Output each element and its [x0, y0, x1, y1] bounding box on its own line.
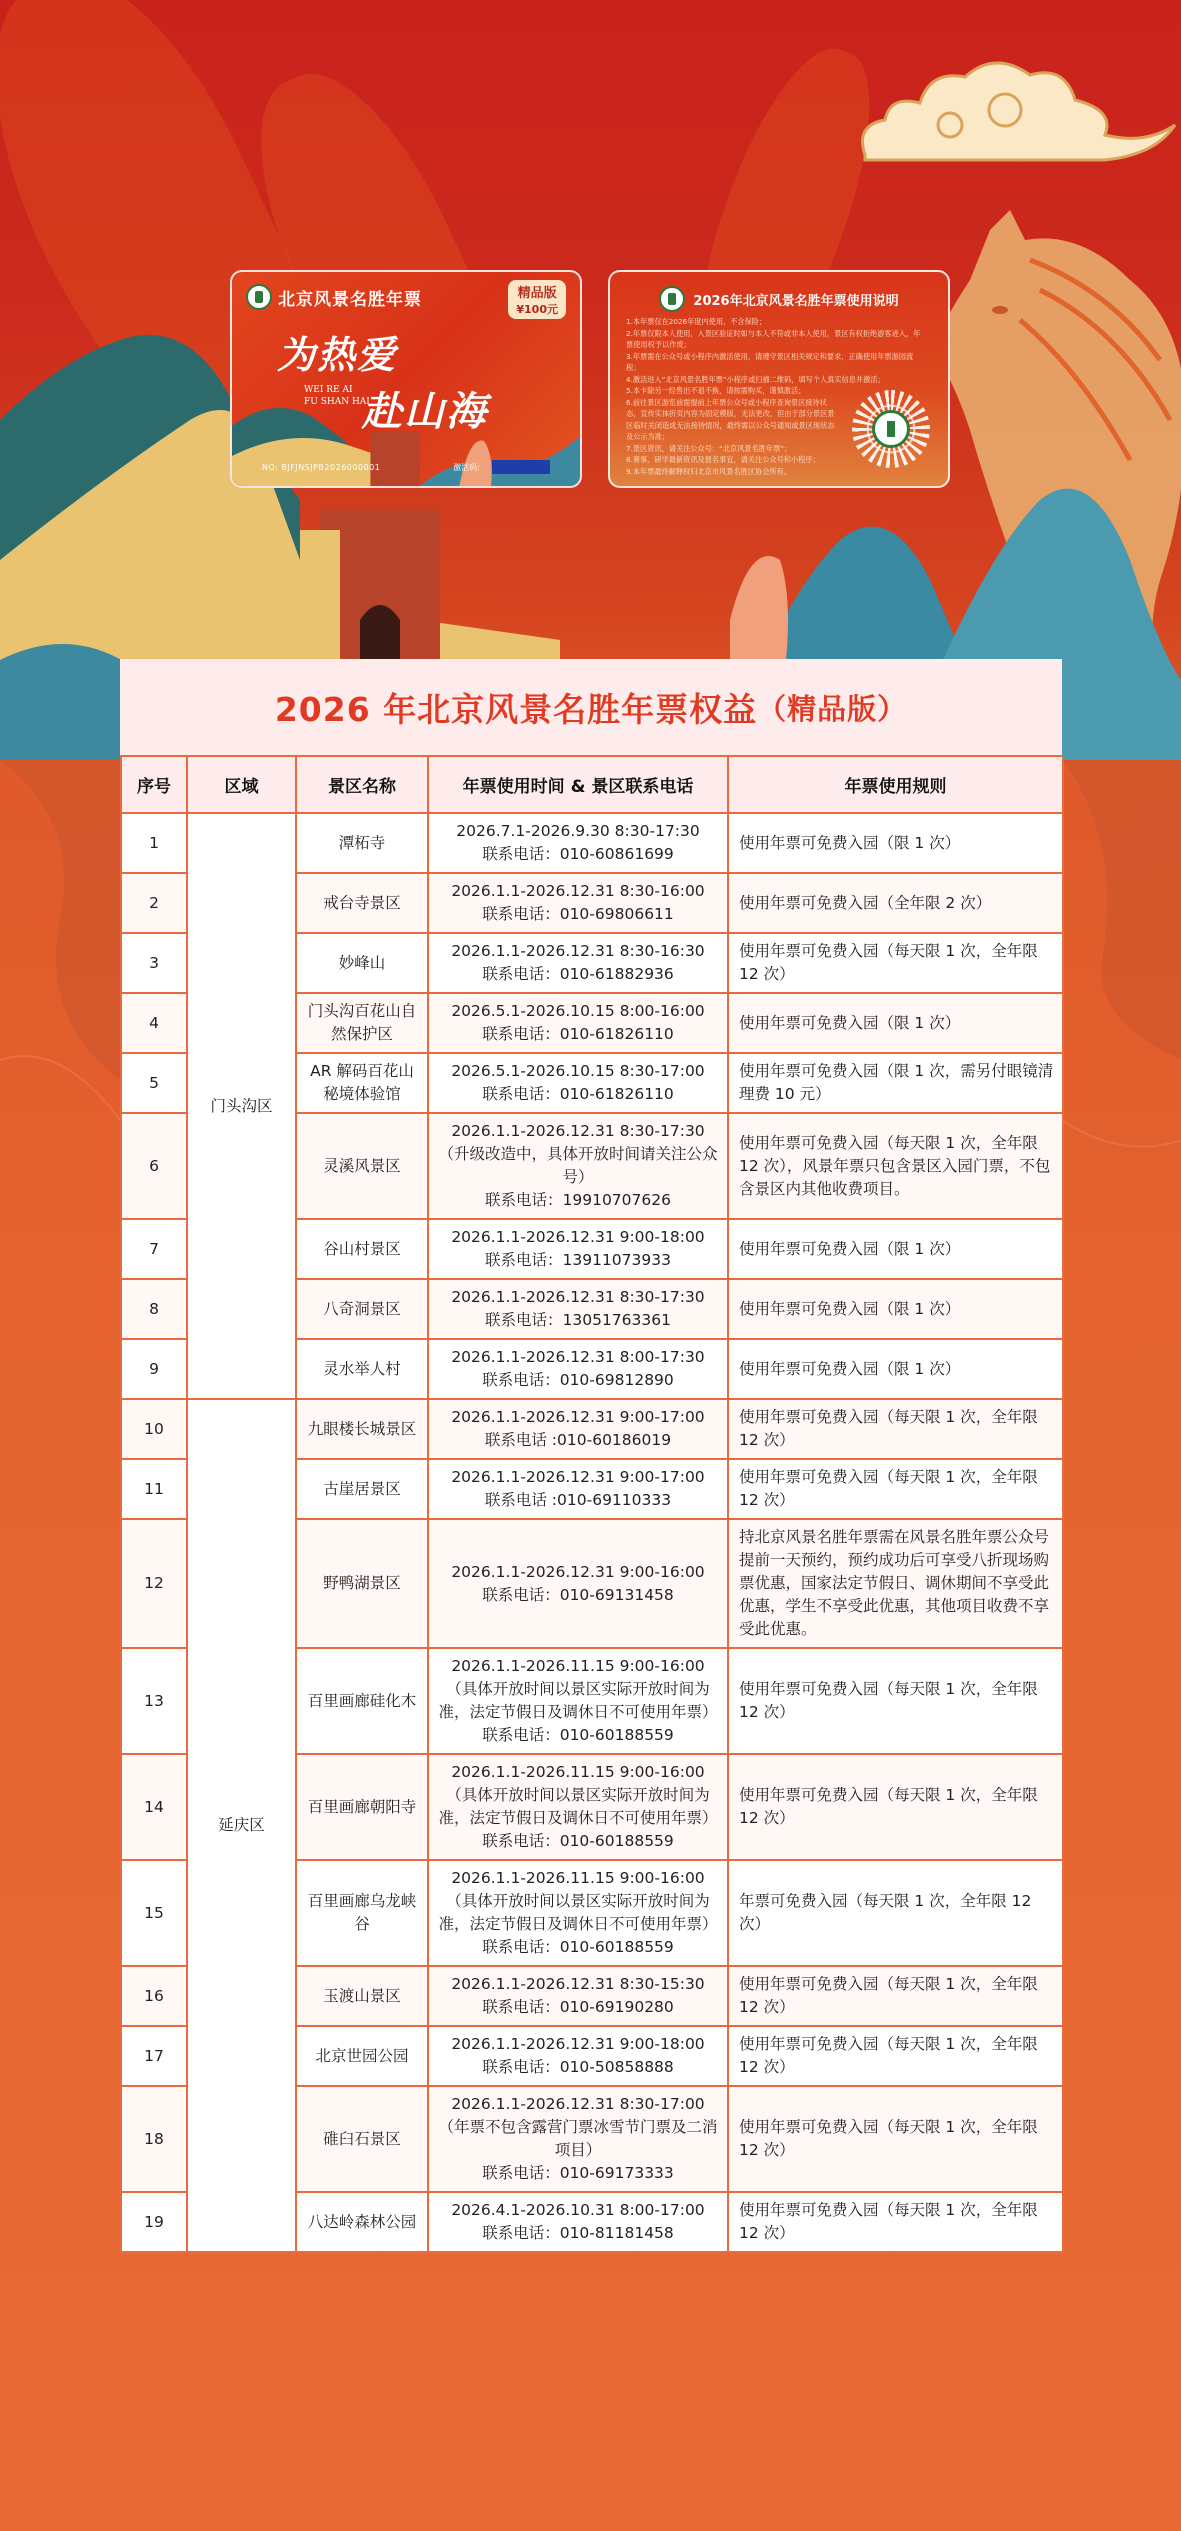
cell-region: 延庆区	[187, 1399, 296, 2252]
cell-scenic-name: 百里画廊朝阳寺	[296, 1754, 428, 1860]
table-row	[121, 813, 1063, 873]
contact-phone: 联系电话：010-60861699	[482, 845, 674, 863]
cell-no: 16	[121, 1966, 187, 2026]
cell-scenic-name: 门头沟百花山自然保护区	[296, 993, 428, 1053]
cell-usage-rule: 使用年票可免费入园（限 1 次）	[728, 813, 1063, 873]
cell-usage-rule: 使用年票可免费入园（限 1 次，需另付眼镜清理费 10 元）	[728, 1053, 1063, 1113]
cell-usage-rule: 使用年票可免费入园（每天限 1 次，全年限 12 次）	[728, 2192, 1063, 2252]
cell-time-phone	[428, 1339, 728, 1399]
contact-phone: 联系电话：13911073933	[485, 1251, 671, 1269]
contact-phone: 联系电话：010-69190280	[482, 1998, 674, 2016]
cell-time-phone	[428, 1860, 728, 1966]
contact-phone: 联系电话：010-81181458	[482, 2224, 674, 2242]
cell-scenic-name: 九眼楼长城景区	[296, 1399, 428, 1459]
open-time: （年票不包含露营门票冰雪节门票及二消项目）	[438, 2118, 718, 2159]
cell-no: 8	[121, 1279, 187, 1339]
cell-time-phone	[428, 2086, 728, 2192]
contact-phone: 联系电话 :010-69110333	[484, 1491, 672, 1509]
cell-no: 6	[121, 1113, 187, 1219]
open-time: 2026.5.1-2026.10.15 8:00-16:00	[451, 1002, 705, 1020]
cell-scenic-name: 八奇洞景区	[296, 1279, 428, 1339]
open-time: 2026.1.1-2026.12.31 9:00-16:00	[451, 1562, 705, 1581]
contact-phone: 联系电话 :010-60186019	[484, 1431, 672, 1449]
cell-time-phone	[428, 1519, 728, 1648]
cell-usage-rule: 年票可免费入园（每天限 1 次，全年限 12 次）	[728, 1860, 1063, 1966]
open-time: 2026.1.1-2026.12.31 9:00-17:00	[451, 1408, 705, 1426]
contact-phone: 联系电话：010-69173333	[482, 2164, 674, 2182]
qr-center-logo-icon	[872, 410, 910, 448]
cell-no: 19	[121, 2192, 187, 2252]
cell-no: 11	[121, 1459, 187, 1519]
open-time: 2026.1.1-2026.12.31 9:00-17:00	[451, 1468, 705, 1486]
cell-no: 4	[121, 993, 187, 1053]
cell-usage-rule: 使用年票可免费入园（限 1 次）	[728, 1219, 1063, 1279]
instruction-item: 5.本卡除另一经售出不退不换，请按需购买，谨慎激活；	[626, 386, 806, 395]
cell-usage-rule: 使用年票可免费入园（限 1 次）	[728, 1339, 1063, 1399]
scenic-association-logo-icon	[246, 284, 272, 310]
contact-phone: 联系电话：010-60188559	[482, 1938, 674, 1956]
edition-price-tag	[508, 280, 566, 319]
cell-time-phone	[428, 2026, 728, 2086]
activation-code-label: 激活码:	[453, 463, 480, 472]
open-time: 2026.1.1-2026.11.15 9:00-16:00	[451, 1763, 705, 1781]
open-time: 2026.1.1-2026.12.31 8:00-17:30	[451, 1348, 705, 1366]
cell-no: 13	[121, 1648, 187, 1754]
contact-phone: 联系电话：13051763361	[485, 1311, 671, 1329]
open-time: （具体开放时间以景区实际开放时间为准，法定节假日及调休日不可使用年票）	[438, 1786, 718, 1827]
benefits-table	[120, 755, 1064, 2253]
contact-phone: 联系电话：010-50858888	[482, 2058, 674, 2076]
open-time: 2026.5.1-2026.10.15 8:30-17:00	[451, 1062, 705, 1080]
cell-usage-rule: 使用年票可免费入园（每天限 1 次，全年限 12 次），风景年票只包含景区入园门票，不包含景区内其他收费项目。	[728, 1113, 1063, 1219]
cell-usage-rule: 使用年票可免费入园（每天限 1 次，全年限 12 次）	[728, 2086, 1063, 2192]
open-time: （具体开放时间以景区实际开放时间为准，法定节假日及调休日不可使用年票）	[438, 1892, 718, 1933]
table-header-row	[121, 756, 1063, 813]
header-time: 年票使用时间 & 景区联系电话	[428, 756, 728, 813]
open-time: 2026.1.1-2026.11.15 9:00-16:00	[451, 1869, 705, 1887]
instruction-item: 6.前往景区游览前需提前上年票公众号或小程序查询景区接待状态，宣传实体折页内容为固定模版，无法更改，但由于部分景区景区临时关闭造成无法接待情况，最终需以公众号通知或景区现状态及公示为准；	[626, 397, 835, 441]
ticket-brand: 北京风景名胜年票	[278, 289, 422, 310]
cell-no: 9	[121, 1339, 187, 1399]
open-time: （升级改造中，具体开放时间请关注公众号）	[438, 1145, 718, 1186]
price-label: ¥100元	[516, 303, 558, 316]
contact-phone: 联系电话：19910707626	[485, 1191, 671, 1209]
activation-code-redacted	[492, 460, 550, 474]
cell-no: 1	[121, 813, 187, 873]
cell-no: 7	[121, 1219, 187, 1279]
slogan-english: WEI RE AI FU SHAN HAI	[304, 385, 370, 407]
contact-phone: 联系电话：010-60188559	[482, 1832, 674, 1850]
table-row	[121, 1399, 1063, 1459]
cell-scenic-name: 百里画廊乌龙峡谷	[296, 1860, 428, 1966]
ticket-serial-number: NO: BJFJNSJPB2026000001	[262, 463, 381, 472]
scenic-association-logo-icon	[659, 286, 685, 312]
benefits-panel	[120, 659, 1062, 2253]
cell-scenic-name: 谷山村景区	[296, 1219, 428, 1279]
cell-scenic-name: 北京世园公园	[296, 2026, 428, 2086]
open-time: 2026.1.1-2026.12.31 8:30-15:30	[451, 1975, 705, 1993]
cell-time-phone	[428, 2192, 728, 2252]
cell-scenic-name: 玉渡山景区	[296, 1966, 428, 2026]
header-name: 景区名称	[296, 756, 428, 813]
cell-no: 12	[121, 1519, 187, 1648]
cell-scenic-name: 八达岭森林公园	[296, 2192, 428, 2252]
open-time: 2026.1.1-2026.12.31 8:30-17:30	[451, 1122, 705, 1140]
contact-phone: 联系电话：010-61826110	[482, 1025, 674, 1043]
cell-scenic-name: 野鸭湖景区	[296, 1519, 428, 1648]
cell-usage-rule: 使用年票可免费入园（限 1 次）	[728, 993, 1063, 1053]
cell-time-phone	[428, 873, 728, 933]
cell-usage-rule: 使用年票可免费入园（每天限 1 次，全年限 12 次）	[728, 1399, 1063, 1459]
slogan-line-1: 为热爱	[277, 332, 398, 377]
page-title	[120, 659, 1062, 755]
cell-no: 5	[121, 1053, 187, 1113]
cell-time-phone	[428, 1966, 728, 2026]
cell-time-phone	[428, 1648, 728, 1754]
header-no: 序号	[121, 756, 187, 813]
cell-usage-rule: 使用年票可免费入园（每天限 1 次，全年限 12 次）	[728, 1966, 1063, 2026]
instruction-item: 3.年票需在公众号或小程序内激活使用，请遵守景区相关规定和要求，正确使用年票游园流程；	[626, 351, 914, 372]
instruction-item: 9.本年票最终解释权归北京市风景名胜区协会所有。	[626, 466, 791, 476]
auspicious-cloud-icon	[855, 55, 1180, 175]
open-time: （具体开放时间以景区实际开放时间为准，法定节假日及调休日不可使用年票）	[438, 1680, 718, 1721]
cell-time-phone	[428, 1053, 728, 1113]
cell-time-phone	[428, 1399, 728, 1459]
contact-phone: 联系电话：010-61826110	[482, 1085, 674, 1103]
slogan-line-2: 赴山海	[362, 388, 488, 435]
header-rule: 年票使用规则	[728, 756, 1063, 813]
open-time: 2026.1.1-2026.12.31 8:30-16:00	[451, 882, 705, 900]
cell-region: 门头沟区	[187, 813, 296, 1399]
header-region: 区域	[187, 756, 296, 813]
contact-phone: 联系电话：010-60188559	[482, 1726, 674, 1744]
annual-ticket-card	[230, 270, 582, 488]
cell-scenic-name: 古崖居景区	[296, 1459, 428, 1519]
cell-usage-rule: 持北京风景名胜年票需在风景名胜年票公众号提前一天预约，预约成功后可享受八折现场购票优惠，国家法定节假日、调休期间不享受此优惠，学生不享受此优惠，其他项目收费不享受此优惠。	[728, 1519, 1063, 1648]
open-time: 2026.1.1-2026.12.31 8:30-16:30	[451, 942, 705, 960]
cell-usage-rule: 使用年票可免费入园（限 1 次）	[728, 1279, 1063, 1339]
cell-scenic-name: 妙峰山	[296, 933, 428, 993]
cell-usage-rule: 使用年票可免费入园（全年限 2 次）	[728, 873, 1063, 933]
cell-scenic-name: 潭柘寺	[296, 813, 428, 873]
cell-time-phone	[428, 933, 728, 993]
hero-banner	[0, 0, 1181, 760]
open-time: 2026.1.1-2026.12.31 9:00-18:00	[451, 1228, 705, 1246]
cell-time-phone	[428, 1459, 728, 1519]
cell-time-phone	[428, 1754, 728, 1860]
title-suffix: （精品版）	[757, 691, 908, 726]
open-time: 2026.1.1-2026.11.15 9:00-16:00	[451, 1657, 705, 1675]
cell-no: 18	[121, 2086, 187, 2192]
open-time: 2026.1.1-2026.12.31 8:30-17:00	[451, 2095, 705, 2113]
contact-phone: 联系电话：010-69131458	[482, 1585, 674, 1604]
contact-phone: 联系电话：010-69812890	[482, 1371, 674, 1389]
side-decoration-icon	[1062, 760, 1181, 2531]
cell-no: 17	[121, 2026, 187, 2086]
open-time: 2026.7.1-2026.9.30 8:30-17:30	[456, 822, 700, 840]
contact-phone: 联系电话：010-69806611	[482, 905, 674, 923]
title-main: 2026 年北京风景名胜年票权益	[274, 689, 758, 729]
instruction-item: 2.年票仅限本人使用，入景区验证时如与本人不符或非本人使用，景区有权拒绝游客进入，年票使用权予以作废；	[626, 328, 921, 349]
cell-time-phone	[428, 1279, 728, 1339]
cell-scenic-name: 灵溪风景区	[296, 1113, 428, 1219]
contact-phone: 联系电话：010-61882936	[482, 965, 674, 983]
open-time: 2026.4.1-2026.10.31 8:00-17:00	[451, 2201, 705, 2219]
cell-time-phone	[428, 993, 728, 1053]
cell-usage-rule: 使用年票可免费入园（每天限 1 次，全年限 12 次）	[728, 2026, 1063, 2086]
cell-time-phone	[428, 1219, 728, 1279]
cell-no: 3	[121, 933, 187, 993]
cell-scenic-name: 碓臼石景区	[296, 2086, 428, 2192]
cell-time-phone	[428, 1113, 728, 1219]
instruction-item: 4.激活进入“北京风景名胜年票”小程序或扫描二维码，填写个人真实信息并激活；	[626, 374, 885, 384]
cell-scenic-name: AR 解码百花山秘境体验馆	[296, 1053, 428, 1113]
cell-no: 2	[121, 873, 187, 933]
cell-usage-rule: 使用年票可免费入园（每天限 1 次，全年限 12 次）	[728, 933, 1063, 993]
instruction-item: 1.本年票仅在2026年度内使用，不含保险；	[626, 317, 767, 326]
cell-scenic-name: 戒台寺景区	[296, 873, 428, 933]
instructions-title: 2026年北京风景名胜年票使用说明	[693, 293, 899, 309]
cell-no: 15	[121, 1860, 187, 1966]
cell-scenic-name: 灵水举人村	[296, 1339, 428, 1399]
cell-usage-rule: 使用年票可免费入园（每天限 1 次，全年限 12 次）	[728, 1459, 1063, 1519]
instruction-item: 7.景区资讯，请关注公众号：“北京风景名胜年票”；	[626, 443, 792, 453]
mini-program-qr-code-icon[interactable]	[852, 390, 930, 468]
cell-scenic-name: 百里画廊硅化木	[296, 1648, 428, 1754]
cell-usage-rule: 使用年票可免费入园（每天限 1 次，全年限 12 次）	[728, 1754, 1063, 1860]
edition-label: 精品版	[517, 286, 557, 301]
cell-no: 10	[121, 1399, 187, 1459]
cell-usage-rule: 使用年票可免费入园（每天限 1 次，全年限 12 次）	[728, 1648, 1063, 1754]
open-time: 2026.1.1-2026.12.31 9:00-18:00	[451, 2035, 705, 2053]
cell-no: 14	[121, 1754, 187, 1860]
side-decoration-icon	[0, 760, 120, 2531]
cell-time-phone	[428, 813, 728, 873]
usage-instructions-card	[608, 270, 950, 488]
instruction-item: 8.赛事、研学最新资讯及报名事宜，请关注公众号和小程序；	[626, 455, 820, 464]
table-body	[121, 813, 1063, 2252]
open-time: 2026.1.1-2026.12.31 8:30-17:30	[451, 1288, 705, 1306]
